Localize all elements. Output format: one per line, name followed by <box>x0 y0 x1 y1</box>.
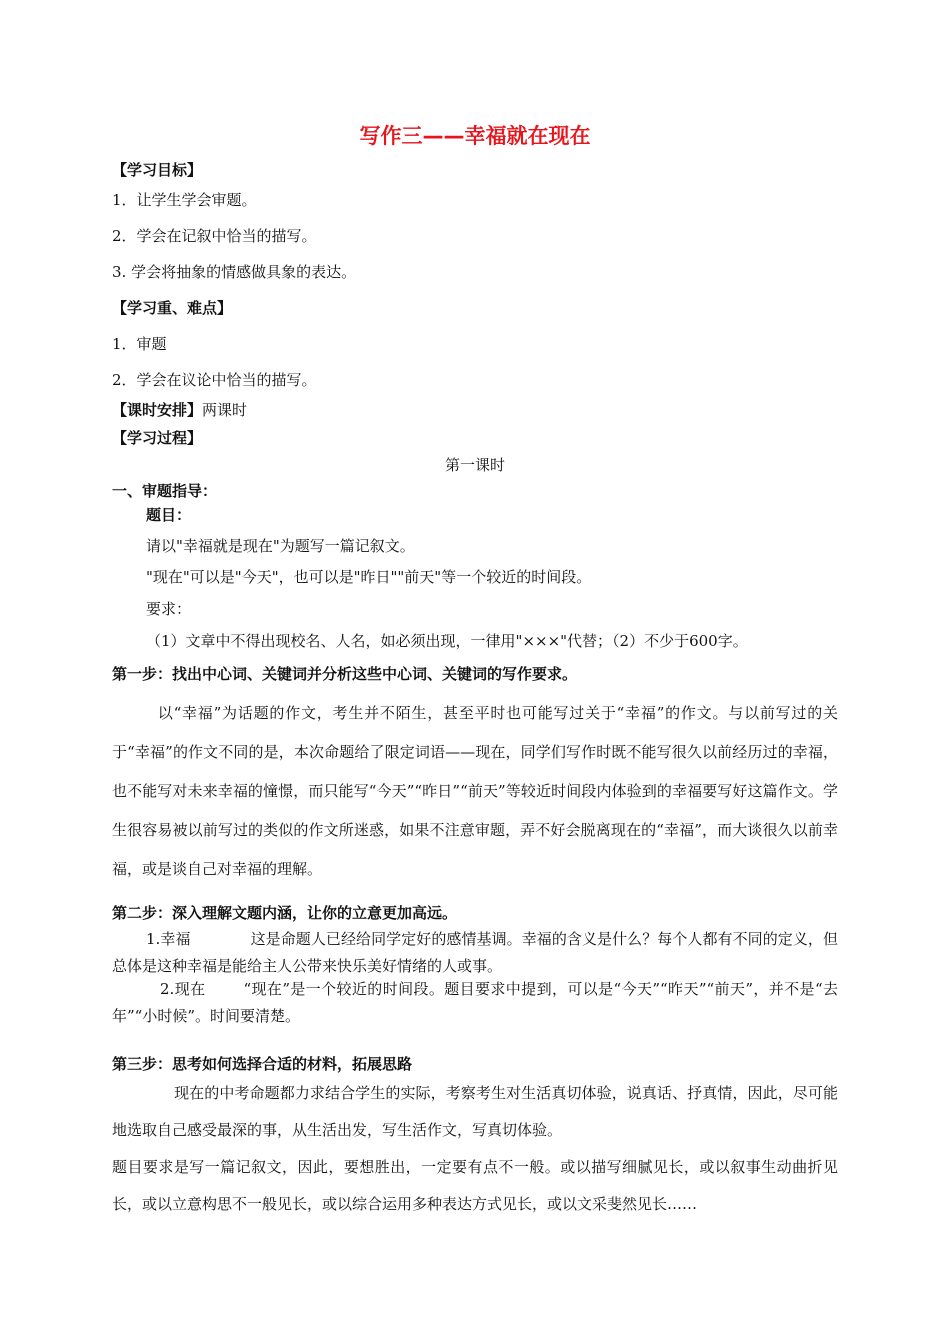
schedule-value: 两课时 <box>202 401 248 419</box>
key-points-heading: 【学习重、难点】 <box>112 299 233 317</box>
topic-label: 题目： <box>146 506 192 524</box>
objectives-heading: 【学习目标】 <box>112 161 203 179</box>
step2-item2-body: “现在”是一个较近的时间段。题目要求中提到，可以是“今天”“昨天”“前天”，并不是“去年”“小时候”。时间要清楚。 <box>112 980 838 1025</box>
prompt-line-2: "现在"可以是"今天"，也可以是"昨日""前天"等一个较近的时间段。 <box>146 568 592 586</box>
requirements-text: （1）文章中不得出现校名、人名，如必须出现，一律用"×××"代替；（2）不少于600字。 <box>146 632 748 650</box>
step2-item-2 <box>112 976 838 1030</box>
step1-body: 以“幸福”为话题的作文，考生并不陌生，甚至平时也可能写过关于“幸福”的作文。与以前写过的关于“幸福”的作文不同的是，本次命题给了限定词语——现在，同学们写作时既不能写很久以前经历过的幸福，也不能写对未来幸福的憧憬，而只能写“今天”“昨日”“前天”等较近时间段内体验到的幸福要写好这篇作文。学生很容易被以前写过的类似的作文所迷惑，如果不注意审题，弄不好会脱离现在的“幸福”，而大谈很久以前幸福，或是谈自己对幸福的理解。 <box>112 704 838 878</box>
objective-item-1: 1．让学生学会审题。 <box>112 191 257 209</box>
step2-item2-term: 2.现在 <box>160 980 206 998</box>
step1-heading: 第一步：找出中心词、关键词并分析这些中心词、关键词的写作要求。 <box>112 665 578 683</box>
step3-body-2: 题目要求是写一篇记叙文，因此，要想胜出，一定要有点不一般。或以描写细腻见长，或以叙事生动曲折见长，或以立意构思不一般见长，或以综合运用多种表达方式见长，或以文采斐然见长…… <box>112 1158 838 1213</box>
document-title: 写作三——幸福就在现在 <box>359 124 591 148</box>
step2-item-1 <box>112 926 838 980</box>
step2-heading: 第二步：深入理解文题内涵，让你的立意更加高远。 <box>112 904 458 922</box>
lesson-title: 第一课时 <box>444 456 505 474</box>
requirements-label: 要求： <box>146 600 192 618</box>
key-point-item-2: 2．学会在议论中恰当的描写。 <box>112 371 317 389</box>
key-point-item-1: 1．审题 <box>112 335 167 353</box>
step2-item1-term: 1.幸福 <box>146 930 191 948</box>
schedule-line <box>112 400 247 420</box>
step3-body-1: 现在的中考命题都力求结合学生的实际，考察考生对生活真切体验，说真话、抒真情，因此，尽可能地选取自己感受最深的事，从生活出发，写生活作文，写真切体验。 <box>112 1084 838 1139</box>
step2-item1-body: 这是命题人已经给同学定好的感情基调。幸福的含义是什么？每个人都有不同的定义，但总体是这种幸福是能给主人公带来快乐美好情绪的人或事。 <box>112 930 839 975</box>
process-heading: 【学习过程】 <box>112 429 203 447</box>
objective-item-2: 2．学会在记叙中恰当的描写。 <box>112 227 317 245</box>
objective-item-3: 3. 学会将抽象的情感做具象的表达。 <box>112 263 357 281</box>
prompt-line-1: 请以"幸福就是现在"为题写一篇记叙文。 <box>146 537 415 555</box>
step3-heading: 第三步：思考如何选择合适的材料，拓展思路 <box>112 1055 413 1073</box>
schedule-label: 【课时安排】 <box>112 401 203 419</box>
section1-heading: 一、审题指导： <box>112 482 218 500</box>
